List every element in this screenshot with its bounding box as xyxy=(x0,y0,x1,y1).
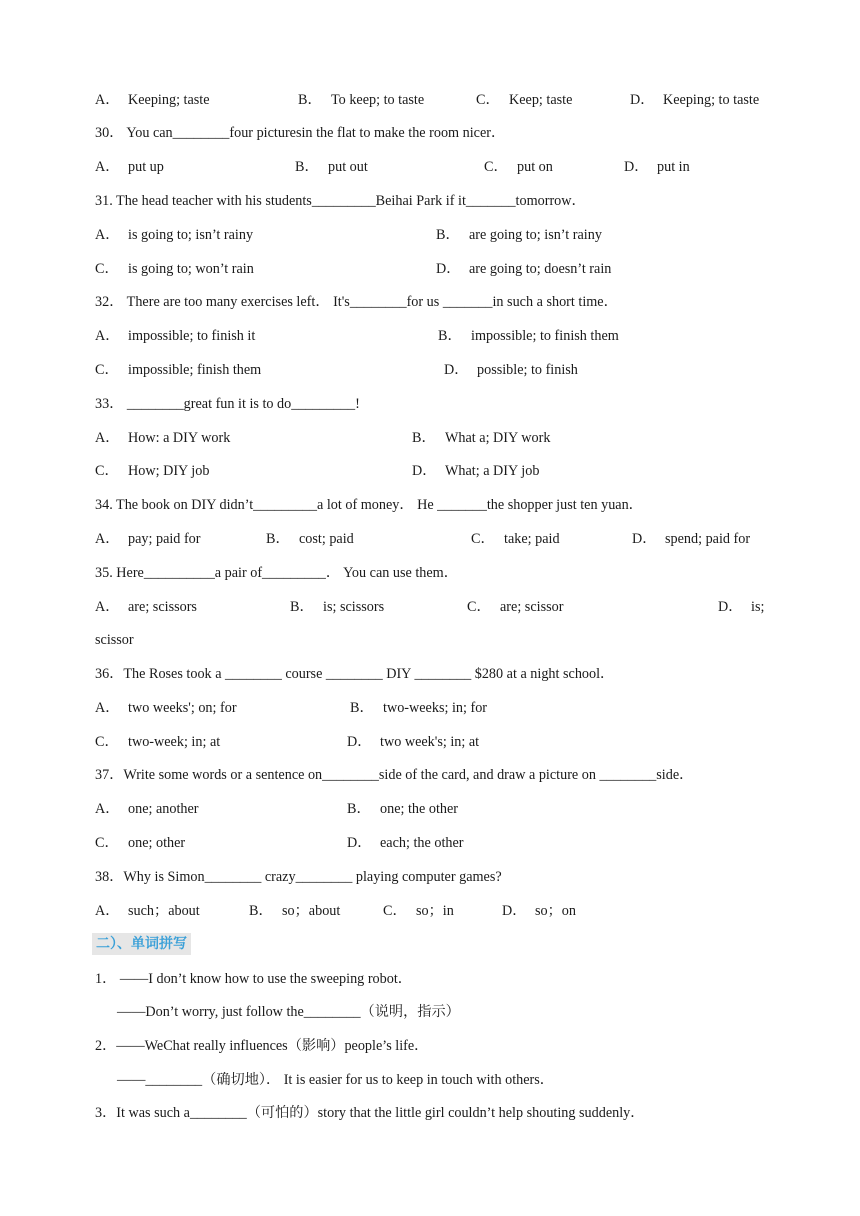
q35-option-d: D． is; xyxy=(718,599,765,615)
q30-option-a: A． put up xyxy=(95,159,164,175)
q30-stem: 30． You can________four picturesin the flat to make the room nicer． xyxy=(95,125,506,141)
q35-option-a: A． are; scissors xyxy=(95,599,197,615)
q32-stem: 32． There are too many exercises left． It's________for us _______in such a short time． xyxy=(95,294,618,310)
q31-option-d: D． are going to; doesn’t rain xyxy=(436,261,612,277)
q35-option-d-wrap: scissor xyxy=(95,632,134,648)
q38-option-a: A． such；about xyxy=(95,903,200,919)
q29-option-a: A． Keeping; taste xyxy=(95,92,210,108)
q37-option-b: B． one; the other xyxy=(347,801,459,817)
q30-option-c: C． put on xyxy=(484,159,553,175)
q37-option-a: A． one; another xyxy=(95,801,199,817)
q37-option-d: D． each; the other xyxy=(347,835,464,851)
q31-option-a: A． is going to; isn’t rainy xyxy=(95,227,254,243)
q35-stem: 35. Here__________a pair of_________． You can use them． xyxy=(95,565,458,581)
q36-option-c: C． two-week; in; at xyxy=(95,734,221,750)
q34-option-b: B． cost; paid xyxy=(266,531,354,547)
q36-option-a: A． two weeks'; on; for xyxy=(95,700,237,716)
q29-option-c: C． Keep; taste xyxy=(476,92,573,108)
q29-option-b: B． To keep; to taste xyxy=(298,92,425,108)
q31-option-b: B． are going to; isn’t rainy xyxy=(436,227,602,243)
q33-option-d: D． What; a DIY job xyxy=(412,463,540,479)
q35-option-b: B． is; scissors xyxy=(290,599,385,615)
q34-option-c: C． take; paid xyxy=(471,531,560,547)
q30-option-b: B． put out xyxy=(295,159,368,175)
q34-stem: 34. The book on DIY didn’t_________a lot of money． He _______the shopper just ten yuan． xyxy=(95,497,643,513)
q34-option-a: A． pay; paid for xyxy=(95,531,201,547)
q32-option-c: C． impossible; finish them xyxy=(95,362,262,378)
q36-option-d: D． two week's; in; at xyxy=(347,734,480,750)
spelling-item-3-line1: 3．It was such a________（可怕的）story that the little girl couldn’t help shouting suddenly． xyxy=(95,1105,645,1121)
spelling-item-2-line2: ——________（确切地）． It is easier for us to keep in touch with others． xyxy=(117,1072,554,1088)
q35-option-c: C． are; scissor xyxy=(467,599,564,615)
q33-stem: 33． ________great fun it is to do_________! xyxy=(95,396,360,412)
q38-option-b: B． so；about xyxy=(249,903,341,919)
section-2-header: 二）、单词拼写 xyxy=(92,933,191,955)
spelling-item-2-line1: 2．——WeChat really influences（影响）people’s life． xyxy=(95,1038,429,1054)
q33-option-c: C． How; DIY job xyxy=(95,463,210,479)
q32-option-b: B． impossible; to finish them xyxy=(438,328,619,344)
spelling-item-1-line2: ——Don’t worry, just follow the________（说明，指示） xyxy=(117,1004,460,1020)
q38-stem: 38．Why is Simon________ crazy________ playing computer games? xyxy=(95,869,502,885)
q38-option-c: C． so；in xyxy=(383,903,454,919)
spelling-item-1-line1: 1． ——I don’t know how to use the sweeping robot． xyxy=(95,971,412,987)
q32-option-a: A． impossible; to finish it xyxy=(95,328,256,344)
q34-option-d: D． spend; paid for xyxy=(632,531,751,547)
q37-stem: 37．Write some words or a sentence on________side of the card, and draw a picture on ________side． xyxy=(95,767,694,783)
q30-option-d: D． put in xyxy=(624,159,690,175)
q31-option-c: C． is going to; won’t rain xyxy=(95,261,254,277)
q38-option-d: D． so；on xyxy=(502,903,576,919)
q32-option-d: D． possible; to finish xyxy=(444,362,578,378)
q29-option-d: D． Keeping; to taste xyxy=(630,92,760,108)
q31-stem: 31. The head teacher with his students_________Beihai Park if it_______tomorrow． xyxy=(95,193,586,209)
q36-stem: 36．The Roses took a ________ course ________ DIY ________ $280 at a night school． xyxy=(95,666,615,682)
q33-option-b: B． What a; DIY work xyxy=(412,430,551,446)
q33-option-a: A． How: a DIY work xyxy=(95,430,231,446)
q36-option-b: B． two-weeks; in; for xyxy=(350,700,488,716)
q37-option-c: C． one; other xyxy=(95,835,186,851)
